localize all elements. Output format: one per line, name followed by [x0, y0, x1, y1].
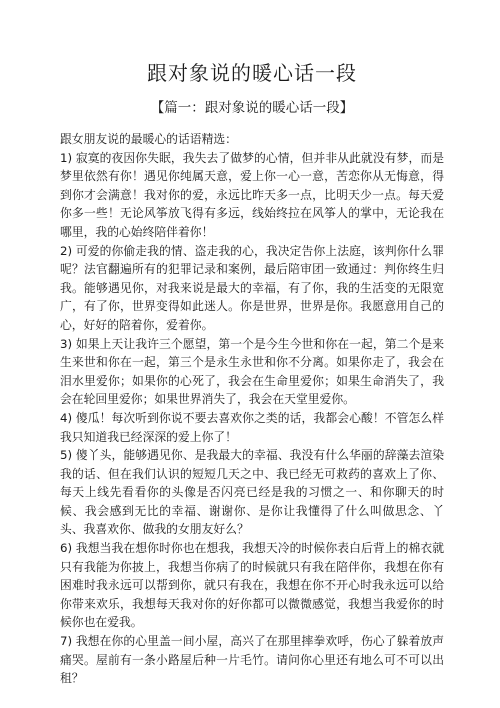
- intro-line: 跟女朋友说的最暖心的话语精选：: [60, 132, 237, 146]
- paragraph-6: 6) 我想当我在想你时你也在想我，我想天冷的时候你表白后背上的棉衣就只有我能为你披上，我想当你病了的时候就只有我在陪伴你，我想在你有困难时我永远可以帮到你，就只有我在，我想在你不开心时我永远可以给你带来欢乐，我想每天我对你的好你都可以微微感觉，我想当我爱你的时候你也在爱我。: [60, 541, 444, 630]
- section-heading: 【篇一：跟对象说的暖心话一段】: [150, 100, 354, 116]
- paragraph-4: 4) 傻瓜！每次听到你说不要去喜欢你之类的话，我都会心酸！不管怎么样我只知道我已经深深的爱上你了！: [60, 410, 444, 444]
- paragraph-3: 3) 如果上天让我许三个愿望，第一个是今生今世和你在一起，第二个是来生来世和你在一起，第三个是永生永世和你不分离。如果你走了，我会在泪水里爱你；如果你的心死了，我会在生命里爱你；如果生命消失了，我会在轮回里爱你；如果世界消失了，我会在天堂里爱你。: [60, 336, 444, 407]
- paragraph-7: 7) 我想在你的心里盖一间小屋，高兴了在那里摔拳欢呼，伤心了躲着放声痛哭。屋前有一条小路屋后种一片毛竹。请问你心里还有地么可不可以出租？: [60, 634, 444, 686]
- paragraph-5: 5) 傻丫头，能够遇见你、是我最大的幸福、我没有什么华丽的辞藻去渲染我的话、但在我们认识的短短几天之中、我已经无可救药的喜欢上了你、每天上线先看看你的头像是否闪亮已经是我的习惯之一、和你聊天的时候、我会感到无比的幸福、谢谢你、是你让我懂得了什么叫做思念、丫头、我喜欢你、做我的女朋友好么？: [60, 448, 444, 537]
- document-title: 跟对象说的暖心话一段: [147, 61, 357, 85]
- paragraph-1: 1) 寂寞的夜因你失眠，我失去了做梦的心情，但并非从此就没有梦，而是梦里依然有你！遇见你纯属天意，爱上你一心一意，苦恋你从无悔意，得到你才会满意！我对你的爱，永远比昨天多一点，比明天少一点。每天爱你多一些！无论风筝放飞得有多远，线始终拉在风筝人的掌中，无论我在哪里，我的心始终陪伴着你！: [60, 150, 444, 239]
- paragraph-2: 2) 可爱的你偷走我的情、盗走我的心，我决定告你上法庭，该判你什么罪呢？法官翻遍所有的犯罪记录和案例，最后陪审团一致通过：判你终生归我。能够遇见你，对我来说是最大的幸福，有了你，我的生活变的无限宽广，有了你，世界变得如此迷人。你是世界，世界是你。我愿意用自己的心，好好的陪着你，爱着你。: [60, 243, 444, 332]
